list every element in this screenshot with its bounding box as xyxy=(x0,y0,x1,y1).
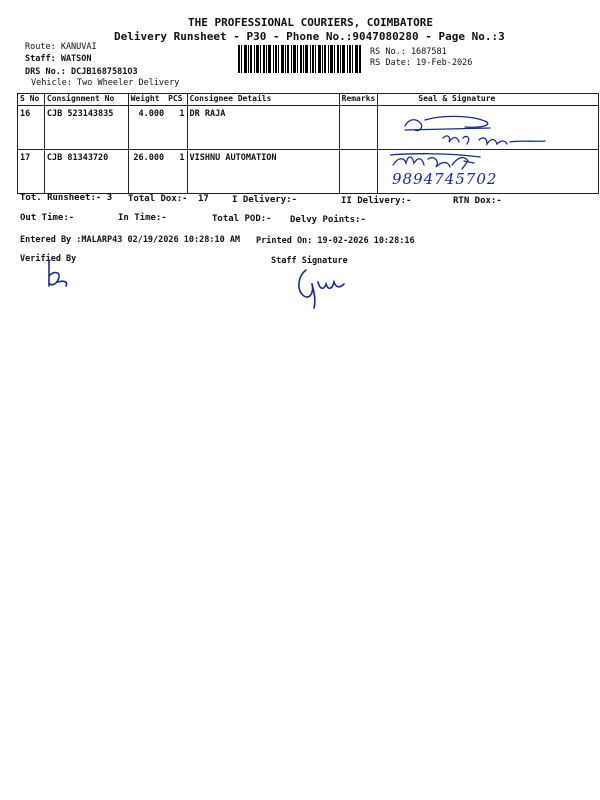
header-weight: Weight xyxy=(128,94,166,106)
ii-delivery: II Delivery:- xyxy=(341,196,412,206)
staff-label: Staff: WATSON xyxy=(25,54,92,64)
row-remarks xyxy=(339,106,378,150)
tot-runsheet: Tot. Runsheet:- 3 xyxy=(20,193,113,203)
header-consignment: Consignment No xyxy=(44,94,128,106)
row17-handwritten-phone: 9894745702 xyxy=(392,170,498,188)
delvy-points: Delvy Points:- xyxy=(290,215,366,225)
out-time: Out Time:- xyxy=(20,213,75,223)
row-consignee: VISHNU AUTOMATION xyxy=(187,150,339,194)
row-consignment: CJB 523143835 xyxy=(44,106,128,150)
row-pcs: 1 xyxy=(166,150,187,194)
row-weight: 4.000 xyxy=(128,106,166,150)
total-dox-value: 17 xyxy=(198,194,209,204)
runsheet-subtitle: Delivery Runsheet - P30 - Phone No.:9047080280 - Page No.:3 xyxy=(114,30,505,43)
drs-number: DRS No.: DCJB1687581O3 xyxy=(25,67,138,77)
row16-signature-icon xyxy=(395,108,555,152)
header-sno: S No xyxy=(18,94,45,106)
header-seal-signature: Seal & Signature xyxy=(378,94,599,106)
barcode-image xyxy=(238,45,362,73)
header-remarks: Remarks xyxy=(339,94,378,106)
rs-date: RS Date: 19-Feb-2026 xyxy=(370,58,473,68)
row-sno: 17 xyxy=(18,150,45,194)
vehicle-label: Vehicle: Two Wheeler Delivery xyxy=(31,78,180,88)
route-label: Route: KANUVAI xyxy=(25,42,97,52)
printed-on: Printed On: 19-02-2026 10:28:16 xyxy=(256,236,415,246)
in-time: In Time:- xyxy=(118,213,167,223)
row-weight: 26.000 xyxy=(128,150,166,194)
total-pod: Total POD:- xyxy=(212,214,272,224)
verified-signature-icon xyxy=(40,258,80,294)
rs-number: RS No.: 1687581 xyxy=(370,47,447,57)
rtn-dox: RTN Dox:- xyxy=(453,196,502,206)
header-pcs: PCS xyxy=(166,94,187,106)
staff-signature-icon xyxy=(292,266,352,312)
entered-by: Entered By :MALARP43 02/19/2026 10:28:10 AM xyxy=(20,235,241,245)
verified-by-label: Verified By xyxy=(20,254,77,264)
row-consignment: CJB 81343720 xyxy=(44,150,128,194)
i-delivery: I Delivery:- xyxy=(232,195,298,205)
header-consignee: Consignee Details xyxy=(187,94,339,106)
row-consignee: DR RAJA xyxy=(187,106,339,150)
row-sno: 16 xyxy=(18,106,45,150)
staff-signature-label: Staff Signature xyxy=(271,256,348,266)
row-remarks xyxy=(339,150,378,194)
table-header-row xyxy=(18,94,599,106)
row-pcs: 1 xyxy=(166,106,187,150)
total-dox-label: Total Dox:- xyxy=(128,194,188,204)
company-title: THE PROFESSIONAL COURIERS, COIMBATORE xyxy=(188,16,434,29)
